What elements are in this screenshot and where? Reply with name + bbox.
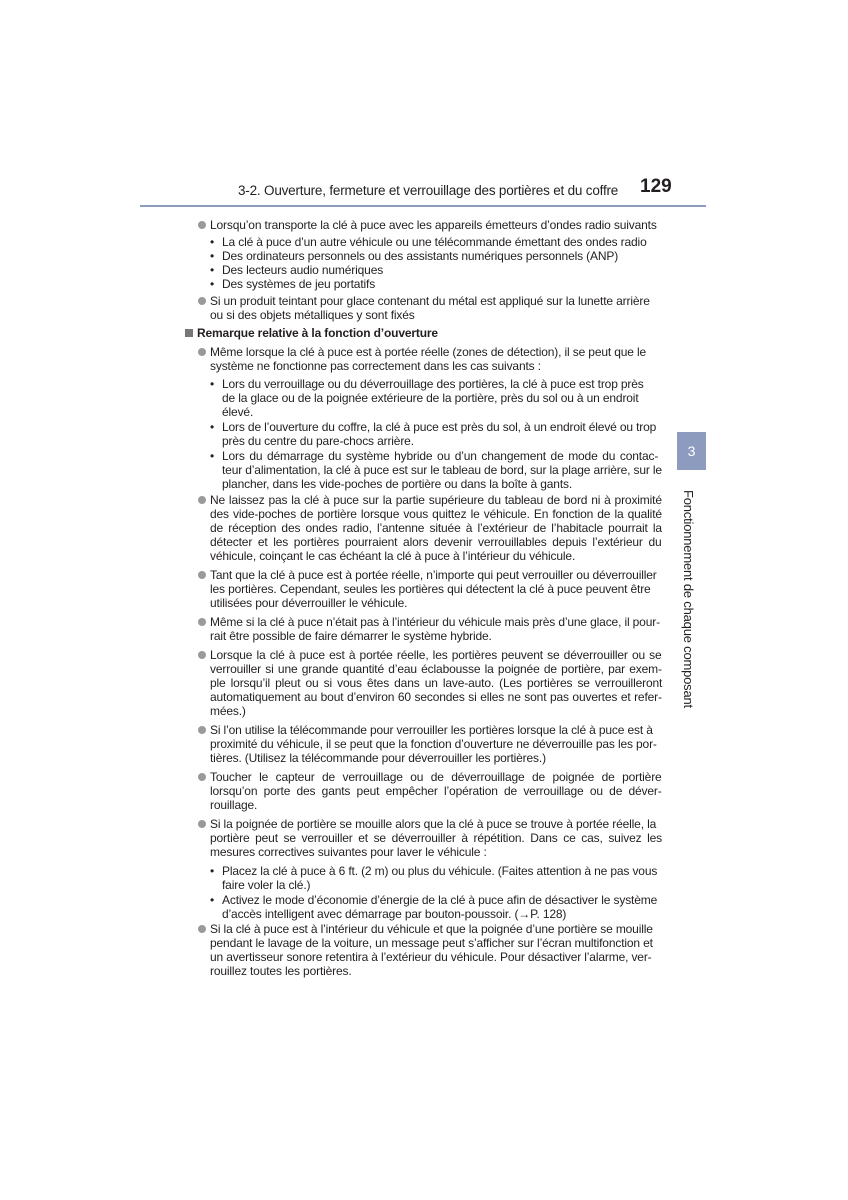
text-line: Des ordinateurs personnels ou des assistants numériques personnels (ANP) bbox=[222, 249, 619, 263]
text-line: rouillez toutes les portières. bbox=[210, 964, 352, 978]
bullet-icon bbox=[198, 571, 206, 579]
text-line: ou si des objets métalliques y sont fixés bbox=[210, 308, 415, 322]
bullet-icon bbox=[198, 221, 206, 229]
text-line: Même si la clé à puce n’était pas à l’intérieur du véhicule mais près d’une glace, il pour- bbox=[210, 615, 660, 629]
text-line: tières. (Utilisez la télécommande pour déverrouiller les portières.) bbox=[210, 751, 546, 765]
bullet-icon bbox=[198, 618, 206, 626]
sub-bullet-icon: • bbox=[210, 377, 215, 391]
text-line: La clé à puce d’un autre véhicule ou une télécommande émettant des ondes radio bbox=[222, 235, 647, 249]
text-line: un avertisseur sonore retentira à l’extérieur du véhicule. Pour désactiver l’alarme, ver- bbox=[210, 950, 652, 964]
text-line: Même lorsque la clé à puce est à portée réelle (zones de détection), il se peut que le bbox=[210, 345, 647, 359]
text-line: Si un produit teintant pour glace contenant du métal est appliqué sur la lunette arrière bbox=[210, 294, 650, 308]
text-line: élevé. bbox=[222, 405, 254, 419]
text-line: Des lecteurs audio numériques bbox=[222, 263, 384, 277]
text-line: automatiquement au bout d’environ 60 secondes si elles ne sont pas ouvertes et refer- bbox=[210, 690, 662, 704]
text-line: Lors du démarrage du système hybride ou d’un changement de mode du contac- bbox=[222, 449, 659, 463]
text-line: plancher, dans les vide-poches de portière ou dans la boîte à gants. bbox=[222, 477, 573, 491]
header-rule bbox=[140, 205, 706, 207]
sub-bullet-icon: • bbox=[210, 263, 215, 277]
text-line: Lorsque la clé à puce est à portée réelle, les portières peuvent se déverrouiller ou se bbox=[210, 648, 662, 662]
text-line: les portières. Cependant, seules les portières qui détectent la clé à puce peuvent être bbox=[210, 582, 651, 596]
text-line: Toucher le capteur de verrouillage ou de déverrouillage de poignée de portière bbox=[210, 770, 662, 784]
text-line: Lors du verrouillage ou du déverrouillage des portières, la clé à puce est trop près bbox=[222, 377, 644, 391]
text-line: verrouiller si une grande quantité d’eau éclabousse la poignée de portière, par exem- bbox=[210, 662, 662, 676]
text-line: détecter et les portières pourraient alors devenir verrouillables depuis l’extérieur du bbox=[210, 535, 662, 549]
text-line: de la glace ou de la poignée extérieure de la portière, près du sol ou à un endroit bbox=[222, 391, 639, 405]
sub-bullet-icon: • bbox=[210, 277, 215, 291]
bullet-icon bbox=[198, 348, 206, 356]
bullet-icon bbox=[198, 773, 206, 781]
chapter-label: Fonctionnement de chaque composant bbox=[681, 490, 696, 708]
text-line: Lorsqu’on transporte la clé à puce avec les appareils émetteurs d’ondes radio suivants bbox=[210, 218, 657, 232]
sub-bullet-icon: • bbox=[210, 249, 215, 263]
text-line: Si l’on utilise la télécommande pour verrouiller les portières lorsque la clé à puce est à bbox=[210, 723, 653, 737]
sub-bullet-icon: • bbox=[210, 893, 215, 907]
chapter-tab: 3 bbox=[677, 432, 706, 470]
header-title: 3-2. Ouverture, fermeture et verrouillage des portières et du coffre bbox=[238, 183, 619, 198]
bullet-icon bbox=[198, 297, 206, 305]
sub-bullet-icon: • bbox=[210, 235, 215, 249]
page-number: 129 bbox=[640, 176, 672, 197]
section-heading: Remarque relative à la fonction d’ouverture bbox=[197, 326, 438, 340]
sub-bullet-icon: • bbox=[210, 864, 215, 878]
text-line: mesures correctives suivantes pour laver le véhicule : bbox=[210, 845, 487, 859]
text-line: Tant que la clé à puce est à portée réelle, n’importe qui peut verrouiller ou déverrouiller bbox=[210, 568, 657, 582]
text-line: Si la poignée de portière se mouille alors que la clé à puce se trouve à portée réelle, la bbox=[210, 817, 657, 831]
text-line: Lors de l’ouverture du coffre, la clé à puce est près du sol, à un endroit élevé ou trop bbox=[222, 420, 657, 434]
text-line: véhicule, coinçant le cas échéant la clé à puce à l’intérieur du véhicule. bbox=[210, 549, 576, 563]
bullet-icon bbox=[198, 651, 206, 659]
bullet-icon bbox=[198, 925, 206, 933]
text-line: pendant le lavage de la voiture, un message peut s’afficher sur l’écran multifonction et bbox=[210, 936, 653, 950]
bullet-icon bbox=[198, 820, 206, 828]
text-line: proximité du véhicule, il se peut que la fonction d’ouverture ne déverrouille pas les por- bbox=[210, 737, 657, 751]
bullet-icon bbox=[198, 726, 206, 734]
text-line: Des systèmes de jeu portatifs bbox=[222, 277, 376, 291]
text-line: Si la clé à puce est à l’intérieur du véhicule et que la poignée d’une portière se mouille bbox=[210, 922, 653, 936]
text-line: faire voler la clé.) bbox=[222, 878, 311, 892]
text-line: mées.) bbox=[210, 704, 246, 718]
bullet-icon bbox=[198, 496, 206, 504]
text-line: près du centre du pare-chocs arrière. bbox=[222, 434, 414, 448]
text-line: Ne laissez pas la clé à puce sur la partie supérieure du tableau de bord ni à proximité bbox=[210, 493, 662, 507]
section-square-icon bbox=[185, 329, 193, 337]
sub-bullet-icon: • bbox=[210, 449, 215, 463]
text-line: des vide-poches de portière lorsque vous quittez le véhicule. En fonction de la qualité bbox=[210, 507, 662, 521]
text-line: rait être possible de faire démarrer le système hybride. bbox=[210, 629, 492, 643]
sub-bullet-icon: • bbox=[210, 420, 215, 434]
text-line: de réception des ondes radio, l’antenne située à l’extérieur de l’habitacle pourrait la bbox=[210, 521, 662, 535]
text-line: ple lorsqu’il pleut ou si vous êtes dans un lave-auto. (Les portières se verrouilleront bbox=[210, 676, 663, 690]
text-line: portière peut se verrouiller et se déverrouiller à répétition. Dans ce cas, suivez les bbox=[210, 831, 662, 845]
text-line: d’accès intelligent avec démarrage par bouton-poussoir. (→P. 128) bbox=[222, 907, 567, 921]
text-line: teur d’alimentation, la clé à puce est sur le tableau de bord, sur la plage arrière, sur le bbox=[222, 463, 662, 477]
text-line: système ne fonctionne pas correctement dans les cas suivants : bbox=[210, 359, 541, 373]
text-line: Activez le mode d’économie d’énergie de la clé à puce afin de désactiver le système bbox=[222, 893, 658, 907]
text-line: rouillage. bbox=[210, 798, 258, 812]
text-line: lorsqu’on porte des gants peut empêcher l’opération de verrouillage ou de déver- bbox=[210, 784, 662, 798]
text-line: Placez la clé à puce à 6 ft. (2 m) ou plus du véhicule. (Faites attention à ne pas vous bbox=[222, 864, 658, 878]
text-line: utilisées pour déverrouiller le véhicule. bbox=[210, 596, 408, 610]
